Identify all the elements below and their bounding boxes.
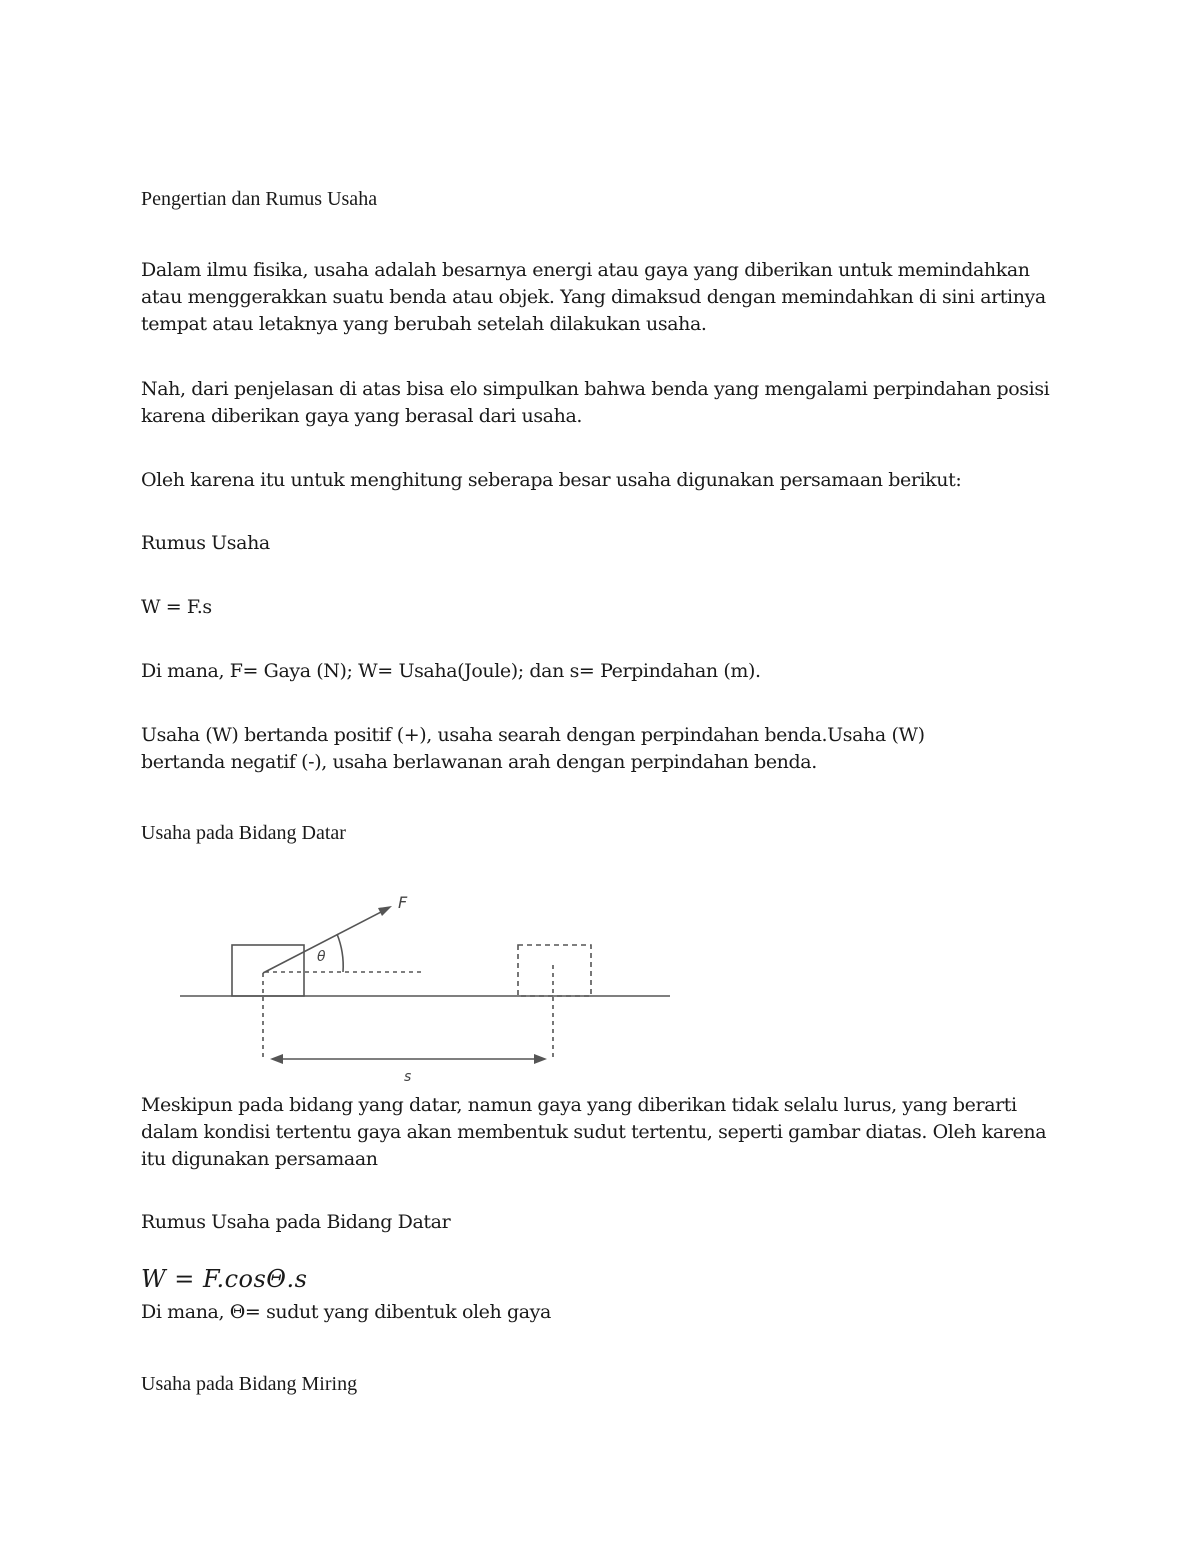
paragraph-line: bertanda negatif (-), usaha berlawanan arah dengan perpindahan benda. (141, 751, 817, 773)
work-flat-plane-diagram (170, 890, 690, 1090)
paragraph-line: Usaha (W) bertanda positif (+), usaha searah dengan perpindahan benda.Usaha (W) (141, 724, 925, 746)
displacement-arrowhead-right (534, 1054, 547, 1064)
formula-legend-flat: Di mana, Θ= sudut yang dibentuk oleh gaya (141, 1301, 551, 1323)
section-title-bidang-datar: Usaha pada Bidang Datar (141, 822, 346, 844)
paragraph-sign-note (141, 722, 1071, 776)
paragraph-line: Meskipun pada bidang yang datar, namun gaya yang diberikan tidak selalu lurus, yang berarti (141, 1094, 1017, 1116)
section-title-bidang-miring: Usaha pada Bidang Miring (141, 1373, 358, 1395)
paragraph-angle-explanation (141, 1092, 1071, 1173)
formula-label: Rumus Usaha (141, 532, 270, 554)
paragraph-line: Nah, dari penjelasan di atas bisa elo simpulkan bahwa benda yang mengalami perpindahan posisi (141, 378, 1050, 400)
formula-legend: Di mana, F= Gaya (N); W= Usaha(Joule); dan s= Perpindahan (m). (141, 660, 761, 682)
section-title-pengertian: Pengertian dan Rumus Usaha (141, 188, 378, 210)
block-final (518, 945, 591, 996)
formula-label-flat: Rumus Usaha pada Bidang Datar (141, 1211, 451, 1233)
paragraph-line: atau menggerakkan suatu benda atau objek. Yang dimaksud dengan memindahkan di sini artinya (141, 286, 1046, 308)
force-label: F (398, 893, 408, 912)
paragraph-line: karena diberikan gaya yang berasal dari usaha. (141, 405, 583, 427)
force-arrowhead (378, 906, 392, 916)
angle-label: θ (317, 949, 326, 965)
formula-flat-plane: W = F.cosΘ.s (141, 1265, 308, 1293)
displacement-arrowhead-left (270, 1054, 283, 1064)
paragraph-line: tempat atau letaknya yang berubah setelah dilakukan usaha. (141, 313, 707, 335)
paragraph-definition (141, 257, 1071, 338)
paragraph-intro-formula: Oleh karena itu untuk menghitung seberapa besar usaha digunakan persamaan berikut: (141, 469, 962, 491)
formula-basic: W = F.s (141, 596, 212, 618)
paragraph-line: dalam kondisi tertentu gaya akan membentuk sudut tertentu, seperti gambar diatas. Oleh karena (141, 1121, 1047, 1143)
paragraph-line: itu digunakan persamaan (141, 1148, 378, 1170)
displacement-label: s (404, 1069, 412, 1085)
angle-arc (337, 934, 343, 972)
paragraph-conclusion (141, 376, 1071, 430)
paragraph-line: Dalam ilmu fisika, usaha adalah besarnya energi atau gaya yang diberikan untuk memindahkan (141, 259, 1030, 281)
